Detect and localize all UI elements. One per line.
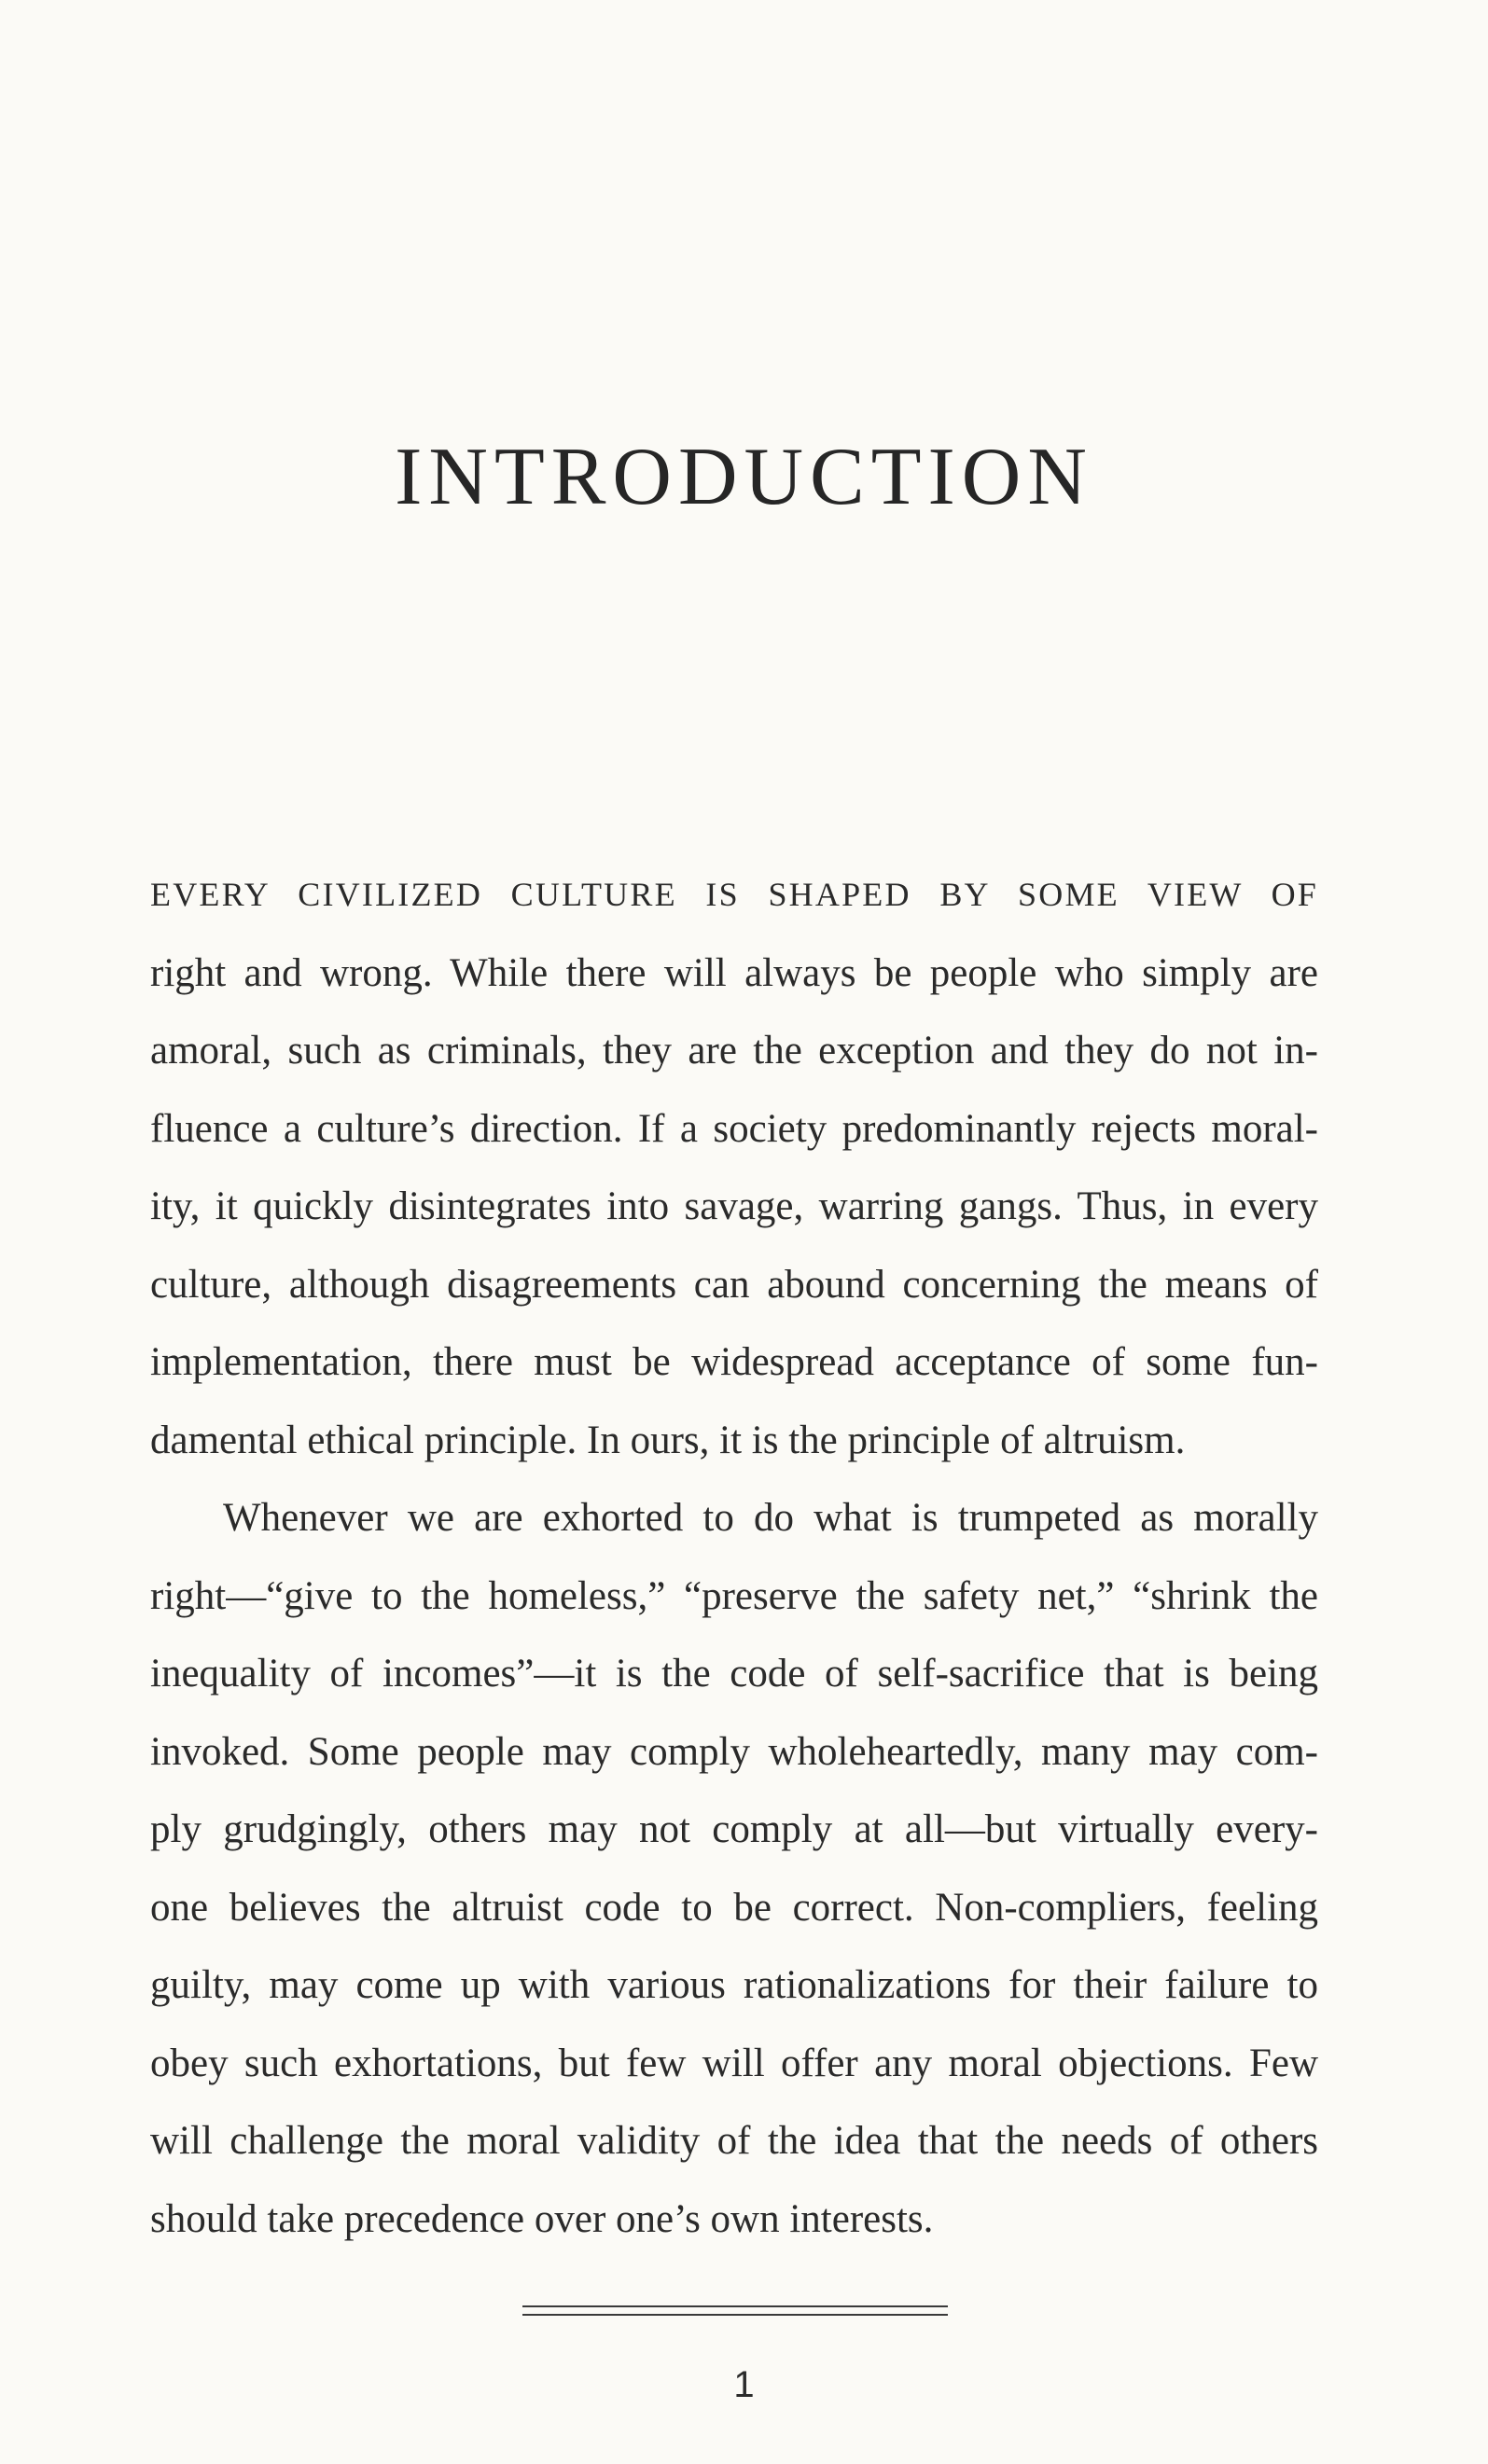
paragraph-2-line-3: inequality of incomes”—it is the code of self-sacrifice that is being	[150, 1652, 1318, 1696]
paragraph-1-line-2: right and wrong. While there will always be people who simply are	[150, 950, 1318, 995]
paragraph-2-line-4: invoked. Some people may comply wholeheartedly, many may com-	[150, 1729, 1318, 1774]
paragraph-1-line-5: ity, it quickly disintegrates into savage, warring gangs. Thus, in every	[150, 1184, 1318, 1228]
chapter-title: INTRODUCTION	[395, 432, 1093, 522]
paragraph-2-line-6: one believes the altruist code to be correct. Non-compliers, feeling	[150, 1885, 1318, 1930]
footer-rule-bottom	[522, 2314, 948, 2316]
body-text	[150, 856, 1318, 2258]
paragraph-1-line-6: culture, although disagreements can abound concerning the means of	[150, 1262, 1318, 1307]
paragraph-2-line-9: will challenge the moral validity of the idea that the needs of others	[150, 2119, 1318, 2163]
paragraph-1-line-7: implementation, there must be widespread acceptance of some fun-	[150, 1340, 1318, 1384]
paragraph-1-line-3: amoral, such as criminals, they are the exception and they do not in-	[150, 1029, 1318, 1073]
paragraph-1-line-8: damental ethical principle. In ours, it is the principle of altruism.	[150, 1418, 1186, 1462]
paragraph-2-line-1: Whenever we are exhorted to do what is trumpeted as morally	[223, 1496, 1318, 1540]
paragraph-2-line-2: right—“give to the homeless,” “preserve the safety net,” “shrink the	[150, 1573, 1318, 1618]
paragraph-1-line-1: EVERY CIVILIZED CULTURE IS SHAPED BY SOME VIEW OF	[150, 876, 1318, 913]
footer-rule-top	[522, 2305, 948, 2307]
paragraph-2-line-10: should take precedence over one’s own interests.	[150, 2196, 934, 2241]
paragraph-1-line-4: fluence a culture’s direction. If a society predominantly rejects moral-	[150, 1106, 1318, 1151]
page-number: 1	[733, 2364, 755, 2405]
paragraph-2-line-8: obey such exhortations, but few will offer any moral objections. Few	[150, 2041, 1318, 2085]
paragraph-2-line-7: guilty, may come up with various rationalizations for their failure to	[150, 1963, 1318, 2007]
paragraph-2-line-5: ply grudgingly, others may not comply at all—but virtually every-	[150, 1807, 1318, 1851]
footer-double-rule	[522, 2305, 948, 2316]
